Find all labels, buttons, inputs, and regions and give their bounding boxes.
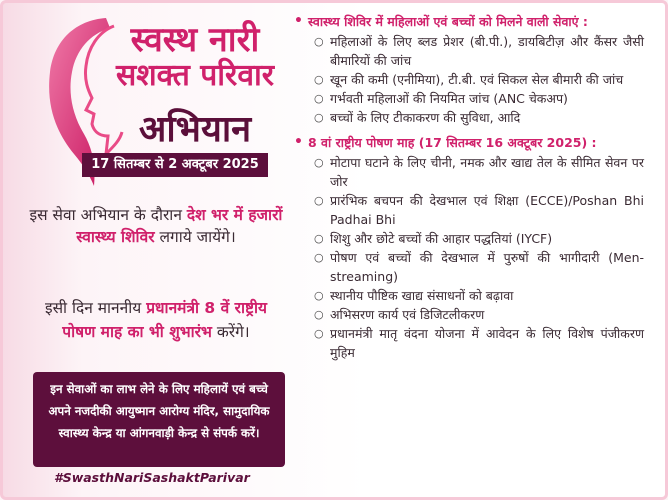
services-section <box>292 12 644 127</box>
campaign-title-line1: स्वस्थ नारी <box>130 20 260 60</box>
camp-info-text-a: इस सेवा अभियान के दौरान <box>29 206 187 224</box>
poshan-heading <box>292 133 644 362</box>
list-item: ○ अभिसरण कार्य एवं डिजिटलीकरण <box>308 305 644 324</box>
services-heading <box>292 12 644 127</box>
date-range-banner: 17 सितम्बर से 2 अक्टूबर 2025 <box>82 153 268 177</box>
camp-info-text-b: लगाये जायेंगे। <box>154 228 236 246</box>
list-item: ○ पोषण एवं बच्चों की देखभाल में पुरुषों की भागीदारी (Men-streaming) <box>308 248 644 286</box>
list-item: ○ गर्भवती महिलाओं की नियमित जांच (ANC चेकअप) <box>308 89 644 108</box>
hashtag-label: #SwasthNariSashaktParivar <box>54 470 250 485</box>
list-item: ○ प्रारंभिक बचपन की देखभाल एवं शिक्षा (ECCE)/Poshan Bhi Padhai Bhi <box>308 191 644 229</box>
pm-launch-text-b: करेंगे। <box>211 323 250 341</box>
list-item: ○ बच्चों के लिए टीकाकरण की सुविधा, आदि <box>308 108 644 127</box>
pm-launch-highlight: प्रधानमंत्री 8 वें राष्ट्रीय पोषण माह का भी शुभारंभ <box>62 299 268 341</box>
left-panel <box>0 0 290 500</box>
list-item: ○ प्रधानमंत्री मातृ वंदना योजना में आवेदन के लिए विशेष पंजीकरण मुहिम <box>308 324 644 362</box>
pm-launch-paragraph <box>28 296 284 344</box>
contact-note-box: इन सेवाओं का लाभ लेने के लिए महिलायें एवं बच्चे अपने नजदीकी आयुष्मान आरोग्य मंदिर, सामुदायिक स्वास्थ्य केन्द्र या आंगनवाड़ी केन्द्र से संपर्क करें। <box>33 372 285 467</box>
campaign-title-line3: अभियान <box>138 109 252 150</box>
pm-launch-text-a: इसी दिन माननीय <box>44 299 147 317</box>
camp-info-highlight: देश भर में हजारों स्वास्थ्य शिविर <box>76 206 283 246</box>
poshan-section <box>292 133 644 362</box>
services-heading-text: स्वास्थ्य शिविर में महिलाओं एवं बच्चों को मिलने वाली सेवाएं : <box>308 14 588 29</box>
poshan-list <box>308 153 644 362</box>
list-item: ○ महिलाओं के लिए ब्लड प्रेशर (बी.पी.), डायबिटीज़ और कैंसर जैसी बीमारियों की जांच <box>308 32 644 70</box>
list-item: ○ शिशु और छोटे बच्चों की आहार पद्धतियां (IYCF) <box>308 229 644 248</box>
services-list <box>308 32 644 127</box>
list-item: ○ मोटापा घटाने के लिए चीनी, नमक और खाद्य तेल के सीमित सेवन पर जोर <box>308 153 644 191</box>
right-panel <box>292 12 644 368</box>
poshan-heading-text: 8 वां राष्ट्रीय पोषण माह (17 सितम्बर 16 अक्टूबर 2025) : <box>308 135 597 150</box>
campaign-title-line2: सशक्त परिवार <box>115 58 275 93</box>
list-item: ○ स्थानीय पौष्टिक खाद्य संसाधनों को बढ़ावा <box>308 286 644 305</box>
camp-info-paragraph <box>28 204 284 248</box>
list-item: ○ खून की कमी (एनीमिया), टी.बी. एवं सिकल सेल बीमारी की जांच <box>308 70 644 89</box>
